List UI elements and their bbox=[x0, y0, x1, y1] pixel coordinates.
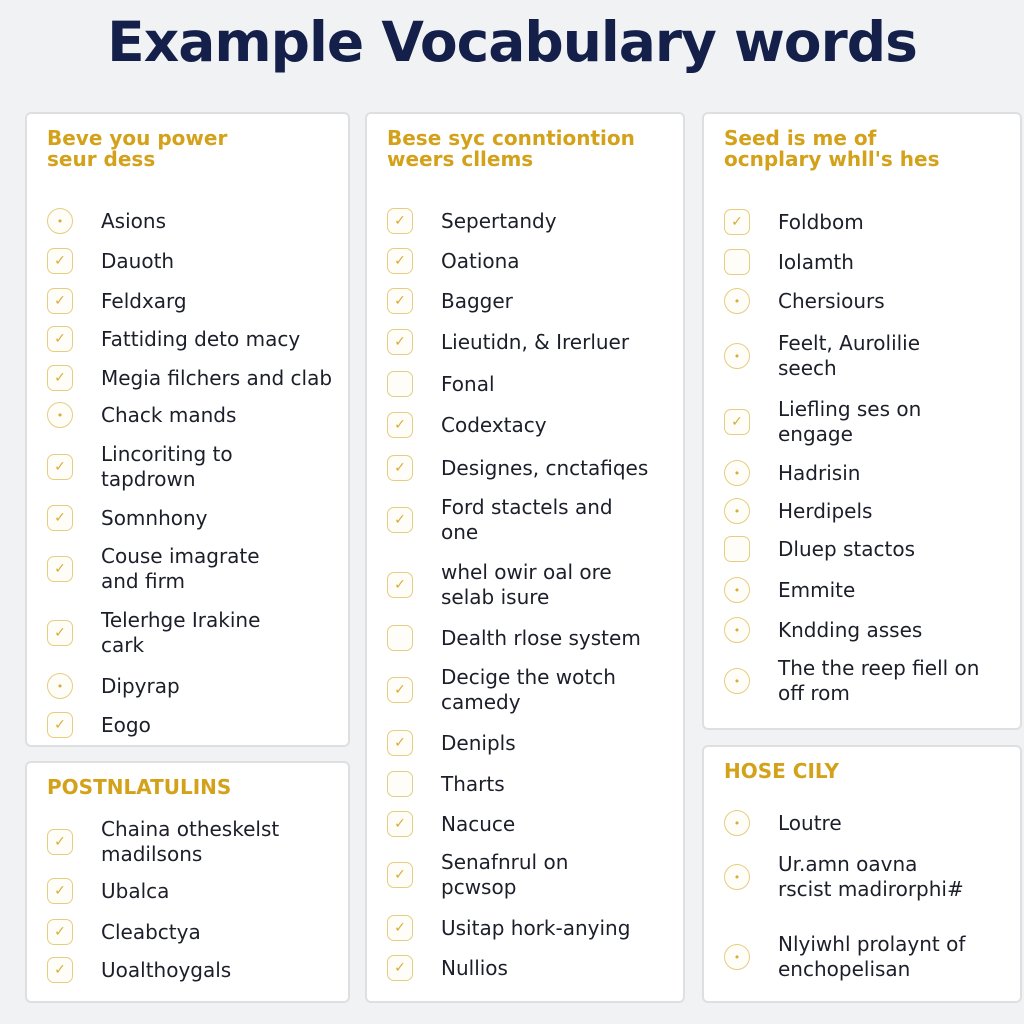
vocab-word-line: selab isure bbox=[441, 585, 550, 609]
vocab-card bbox=[702, 745, 1022, 1003]
vocab-item[interactable] bbox=[704, 331, 1020, 380]
checkbox-checked-icon[interactable]: ✓ bbox=[47, 919, 73, 945]
vocab-word bbox=[778, 461, 1012, 486]
vocab-word-line: Kndding asses bbox=[778, 617, 923, 642]
checkbox-checked-icon[interactable]: ✓ bbox=[387, 248, 413, 274]
vocab-word-line: Couse imagrate bbox=[101, 544, 260, 568]
vocab-card bbox=[702, 112, 1022, 730]
checkbox-dot-icon[interactable]: • bbox=[724, 288, 750, 314]
vocab-word bbox=[101, 366, 340, 391]
vocab-word bbox=[441, 289, 675, 314]
vocab-word-line: Herdipels bbox=[778, 498, 873, 523]
vocab-item[interactable] bbox=[367, 616, 683, 660]
vocab-word-line: cark bbox=[101, 633, 145, 657]
checkbox-empty-icon[interactable] bbox=[724, 249, 750, 275]
vocab-item[interactable] bbox=[704, 568, 1020, 612]
checkbox-dot-icon[interactable]: • bbox=[724, 617, 750, 643]
vocab-word bbox=[441, 665, 675, 715]
vocab-word bbox=[441, 560, 675, 610]
vocab-word-line: off rom bbox=[778, 681, 850, 705]
vocab-word-line: Lincoriting to bbox=[101, 442, 233, 466]
vocab-word-line: Cleabctya bbox=[101, 919, 201, 944]
checkbox-checked-icon[interactable]: ✓ bbox=[387, 730, 413, 756]
vocab-word-line: Designes, cnctafiqes bbox=[441, 455, 649, 480]
vocab-word bbox=[778, 331, 1012, 381]
checkbox-empty-icon[interactable] bbox=[387, 625, 413, 651]
checkbox-checked-icon[interactable]: ✓ bbox=[387, 329, 413, 355]
vocab-item[interactable] bbox=[704, 932, 1020, 981]
card-heading-line: seur dess bbox=[47, 147, 156, 171]
vocab-word bbox=[778, 578, 1012, 603]
card-heading bbox=[47, 777, 338, 798]
vocab-word-line: Ubalca bbox=[101, 878, 170, 903]
checkbox-empty-icon[interactable] bbox=[724, 536, 750, 562]
checkbox-checked-icon[interactable]: ✓ bbox=[387, 915, 413, 941]
vocab-word bbox=[101, 713, 340, 738]
vocab-word bbox=[101, 249, 340, 274]
vocab-word bbox=[441, 372, 675, 397]
vocab-card bbox=[25, 761, 350, 1003]
checkbox-dot-icon[interactable]: • bbox=[724, 810, 750, 836]
vocab-item[interactable] bbox=[367, 199, 683, 243]
vocab-item[interactable] bbox=[704, 656, 1020, 705]
vocab-word bbox=[778, 932, 1012, 982]
vocab-word-line: Eogo bbox=[101, 712, 151, 737]
vocab-word-line: Liefling ses on bbox=[778, 397, 922, 421]
vocab-item[interactable] bbox=[704, 200, 1020, 244]
vocab-word bbox=[778, 656, 1012, 706]
vocab-word-line: Oationa bbox=[441, 248, 520, 273]
vocab-word-line: Loutre bbox=[778, 810, 842, 835]
vocab-word-line: one bbox=[441, 520, 479, 544]
vocab-word bbox=[441, 330, 675, 355]
vocab-word bbox=[101, 958, 340, 983]
checkbox-dot-icon[interactable]: • bbox=[47, 673, 73, 699]
vocab-item[interactable] bbox=[367, 762, 683, 806]
vocab-word-line: rscist madirorphi# bbox=[778, 877, 964, 901]
vocab-word-line: seech bbox=[778, 356, 837, 380]
vocab-word bbox=[441, 731, 675, 756]
checkbox-checked-icon[interactable]: ✓ bbox=[47, 248, 73, 274]
checkbox-checked-icon[interactable]: ✓ bbox=[724, 209, 750, 235]
vocab-word bbox=[778, 852, 1012, 902]
card-heading bbox=[47, 128, 338, 170]
vocab-word bbox=[101, 327, 340, 352]
vocab-word-line: whel owir oal ore bbox=[441, 560, 612, 584]
vocab-word-line: Lieutidn, & Irerluer bbox=[441, 329, 630, 354]
card-heading bbox=[387, 128, 673, 170]
vocab-item[interactable] bbox=[27, 703, 348, 747]
checkbox-checked-icon[interactable]: ✓ bbox=[387, 955, 413, 981]
vocab-word-line: engage bbox=[778, 422, 853, 446]
card-heading bbox=[724, 761, 1010, 782]
checkbox-checked-icon[interactable]: ✓ bbox=[387, 455, 413, 481]
vocab-item[interactable] bbox=[704, 279, 1020, 323]
checkbox-dot-icon[interactable]: • bbox=[724, 577, 750, 603]
vocab-word bbox=[441, 413, 675, 438]
vocab-item[interactable] bbox=[27, 496, 348, 540]
vocab-word bbox=[441, 956, 675, 981]
checkbox-checked-icon[interactable]: ✓ bbox=[47, 505, 73, 531]
vocab-item[interactable] bbox=[367, 320, 683, 364]
vocab-item[interactable] bbox=[27, 817, 348, 866]
checkbox-checked-icon[interactable]: ✓ bbox=[47, 288, 73, 314]
vocab-item[interactable] bbox=[367, 802, 683, 846]
vocab-word-line: Sepertandy bbox=[441, 208, 557, 233]
vocab-word-line: Nlyiwhl prolaynt of bbox=[778, 932, 966, 956]
vocab-item[interactable] bbox=[704, 852, 1020, 901]
vocab-word-line: Foldbom bbox=[778, 209, 864, 234]
vocab-word-line: Emmite bbox=[778, 577, 856, 602]
vocab-item[interactable] bbox=[27, 869, 348, 913]
vocab-word bbox=[441, 772, 675, 797]
checkbox-checked-icon[interactable]: ✓ bbox=[387, 412, 413, 438]
vocab-word-line: Nacuce bbox=[441, 811, 516, 836]
vocab-card bbox=[365, 112, 685, 1003]
card-heading-line: ocnplary whll's hes bbox=[724, 147, 940, 171]
vocab-word-line: Hadrisin bbox=[778, 460, 861, 485]
checkbox-empty-icon[interactable] bbox=[387, 371, 413, 397]
vocab-word-line: Megia filchers and clab bbox=[101, 365, 333, 390]
vocab-word bbox=[441, 626, 675, 651]
checkbox-checked-icon[interactable]: ✓ bbox=[387, 208, 413, 234]
vocab-word-line: Bagger bbox=[441, 288, 513, 313]
vocab-item[interactable] bbox=[27, 608, 348, 657]
vocab-item[interactable] bbox=[367, 362, 683, 406]
checkbox-checked-icon[interactable]: ✓ bbox=[47, 878, 73, 904]
vocab-word bbox=[101, 674, 340, 699]
vocab-item[interactable] bbox=[367, 850, 683, 899]
vocab-word bbox=[101, 442, 340, 492]
card-heading bbox=[724, 128, 1010, 170]
vocab-word-line: Telerhge Irakine bbox=[101, 608, 261, 632]
vocab-word bbox=[101, 879, 340, 904]
checkbox-checked-icon[interactable]: ✓ bbox=[387, 811, 413, 837]
vocab-word-line: Asions bbox=[101, 208, 166, 233]
vocab-word-line: camedy bbox=[441, 690, 521, 714]
vocab-word-line: Decige the wotch bbox=[441, 665, 616, 689]
vocab-word-line: Tharts bbox=[441, 771, 505, 796]
checkbox-checked-icon[interactable]: ✓ bbox=[47, 326, 73, 352]
vocab-word bbox=[778, 811, 1012, 836]
vocab-word bbox=[101, 544, 340, 594]
vocab-card bbox=[25, 112, 350, 747]
vocab-item[interactable] bbox=[704, 608, 1020, 652]
vocab-item[interactable] bbox=[704, 801, 1020, 845]
checkbox-checked-icon[interactable]: ✓ bbox=[47, 957, 73, 983]
vocab-item[interactable] bbox=[27, 442, 348, 491]
checkbox-dot-icon[interactable]: • bbox=[47, 208, 73, 234]
vocab-word-line: Uoalthoygals bbox=[101, 957, 232, 982]
checkbox-dot-icon[interactable]: • bbox=[724, 343, 750, 369]
vocab-word-line: Chersiours bbox=[778, 288, 885, 313]
vocab-word bbox=[778, 397, 1012, 447]
checkbox-checked-icon[interactable]: ✓ bbox=[387, 288, 413, 314]
vocab-item[interactable] bbox=[27, 317, 348, 361]
vocab-word-line: Denipls bbox=[441, 730, 516, 755]
vocab-word bbox=[778, 499, 1012, 524]
card-heading-line: POSTNLATULINS bbox=[47, 775, 232, 799]
vocab-word-line: and firm bbox=[101, 569, 185, 593]
vocab-word-line: tapdrown bbox=[101, 467, 196, 491]
vocab-item[interactable] bbox=[367, 560, 683, 609]
vocab-item[interactable] bbox=[27, 664, 348, 708]
vocab-word-line: Ur.amn oavna bbox=[778, 852, 918, 876]
vocab-item[interactable] bbox=[367, 446, 683, 490]
checkbox-checked-icon[interactable]: ✓ bbox=[387, 862, 413, 888]
checkbox-dot-icon[interactable]: • bbox=[724, 498, 750, 524]
vocab-word-line: Nullios bbox=[441, 955, 508, 980]
checkbox-dot-icon[interactable]: • bbox=[724, 864, 750, 890]
vocab-item[interactable] bbox=[367, 279, 683, 323]
vocab-word bbox=[778, 289, 1012, 314]
vocab-item[interactable] bbox=[704, 397, 1020, 446]
vocab-word bbox=[101, 289, 340, 314]
checkbox-checked-icon[interactable]: ✓ bbox=[47, 712, 73, 738]
vocab-word-line: enchopelisan bbox=[778, 957, 911, 981]
vocab-item[interactable] bbox=[704, 527, 1020, 571]
vocab-word bbox=[441, 456, 675, 481]
vocab-word-line: Chack mands bbox=[101, 402, 237, 427]
vocab-word bbox=[101, 403, 340, 428]
vocab-word bbox=[778, 537, 1012, 562]
vocab-word bbox=[441, 209, 675, 234]
vocab-word-line: Feldxarg bbox=[101, 288, 187, 313]
vocab-word-line: Somnhony bbox=[101, 505, 208, 530]
card-heading-line: Beve you power bbox=[47, 126, 228, 150]
vocab-word bbox=[778, 618, 1012, 643]
vocab-word-line: Senafnrul on bbox=[441, 850, 569, 874]
checkbox-checked-icon[interactable]: ✓ bbox=[387, 572, 413, 598]
checkbox-checked-icon[interactable]: ✓ bbox=[387, 507, 413, 533]
card-heading-line: Seed is me of bbox=[724, 126, 877, 150]
vocab-item[interactable] bbox=[367, 403, 683, 447]
checkbox-dot-icon[interactable]: • bbox=[724, 944, 750, 970]
vocab-word-line: Fonal bbox=[441, 371, 495, 396]
checkbox-checked-icon[interactable]: ✓ bbox=[47, 454, 73, 480]
vocab-word bbox=[441, 812, 675, 837]
vocab-word-line: Feelt, Aurolilie bbox=[778, 331, 921, 355]
checkbox-checked-icon[interactable]: ✓ bbox=[47, 365, 73, 391]
vocab-item[interactable] bbox=[367, 239, 683, 283]
vocab-item[interactable] bbox=[367, 946, 683, 990]
vocab-word-line: Codextacy bbox=[441, 412, 547, 437]
vocab-word bbox=[441, 916, 675, 941]
vocab-word bbox=[101, 506, 340, 531]
vocab-item[interactable] bbox=[27, 948, 348, 992]
vocab-word-line: Dluep stactos bbox=[778, 536, 916, 561]
vocab-item[interactable] bbox=[27, 199, 348, 243]
vocab-word-line: Iolamth bbox=[778, 249, 854, 274]
card-heading-line: Bese syc conntiontion bbox=[387, 126, 635, 150]
vocab-word-line: Ford stactels and bbox=[441, 495, 613, 519]
checkbox-dot-icon[interactable]: • bbox=[724, 668, 750, 694]
page-title: Example Vocabulary words bbox=[107, 10, 917, 74]
checkbox-checked-icon[interactable]: ✓ bbox=[47, 829, 73, 855]
vocab-word bbox=[101, 920, 340, 945]
checkbox-checked-icon[interactable]: ✓ bbox=[47, 556, 73, 582]
vocab-item[interactable] bbox=[27, 239, 348, 283]
vocab-word-line: Dealth rlose system bbox=[441, 625, 641, 650]
card-heading-line: HOSE CILY bbox=[724, 759, 839, 783]
vocab-word-line: Dauoth bbox=[101, 248, 175, 273]
vocab-item[interactable] bbox=[367, 721, 683, 765]
vocab-item[interactable] bbox=[27, 544, 348, 593]
checkbox-checked-icon[interactable]: ✓ bbox=[387, 677, 413, 703]
vocab-word bbox=[441, 249, 675, 274]
vocab-item[interactable] bbox=[27, 393, 348, 437]
vocab-word bbox=[101, 209, 340, 234]
vocab-word-line: Dipyrap bbox=[101, 673, 180, 698]
vocab-word bbox=[778, 250, 1012, 275]
checkbox-checked-icon[interactable]: ✓ bbox=[724, 409, 750, 435]
vocab-word-line: Fattiding deto macy bbox=[101, 326, 301, 351]
card-heading-line: weers cllems bbox=[387, 147, 534, 171]
checkbox-empty-icon[interactable] bbox=[387, 771, 413, 797]
vocab-word bbox=[101, 817, 340, 867]
checkbox-dot-icon[interactable]: • bbox=[724, 460, 750, 486]
vocab-word-line: madilsons bbox=[101, 842, 203, 866]
vocab-word-line: Usitap hork-anying bbox=[441, 915, 631, 940]
vocab-item[interactable] bbox=[367, 495, 683, 544]
vocab-word-line: Chaina otheskelst bbox=[101, 817, 280, 841]
vocab-word bbox=[101, 608, 340, 658]
vocab-word-line: The the reep fiell on bbox=[778, 656, 980, 680]
vocab-word-line: pcwsop bbox=[441, 875, 517, 899]
checkbox-dot-icon[interactable]: • bbox=[47, 402, 73, 428]
vocab-word bbox=[778, 210, 1012, 235]
vocab-item[interactable] bbox=[704, 240, 1020, 284]
vocab-item[interactable] bbox=[367, 906, 683, 950]
vocab-word bbox=[441, 495, 675, 545]
vocab-word bbox=[441, 850, 675, 900]
checkbox-checked-icon[interactable]: ✓ bbox=[47, 620, 73, 646]
vocab-item[interactable] bbox=[367, 665, 683, 714]
